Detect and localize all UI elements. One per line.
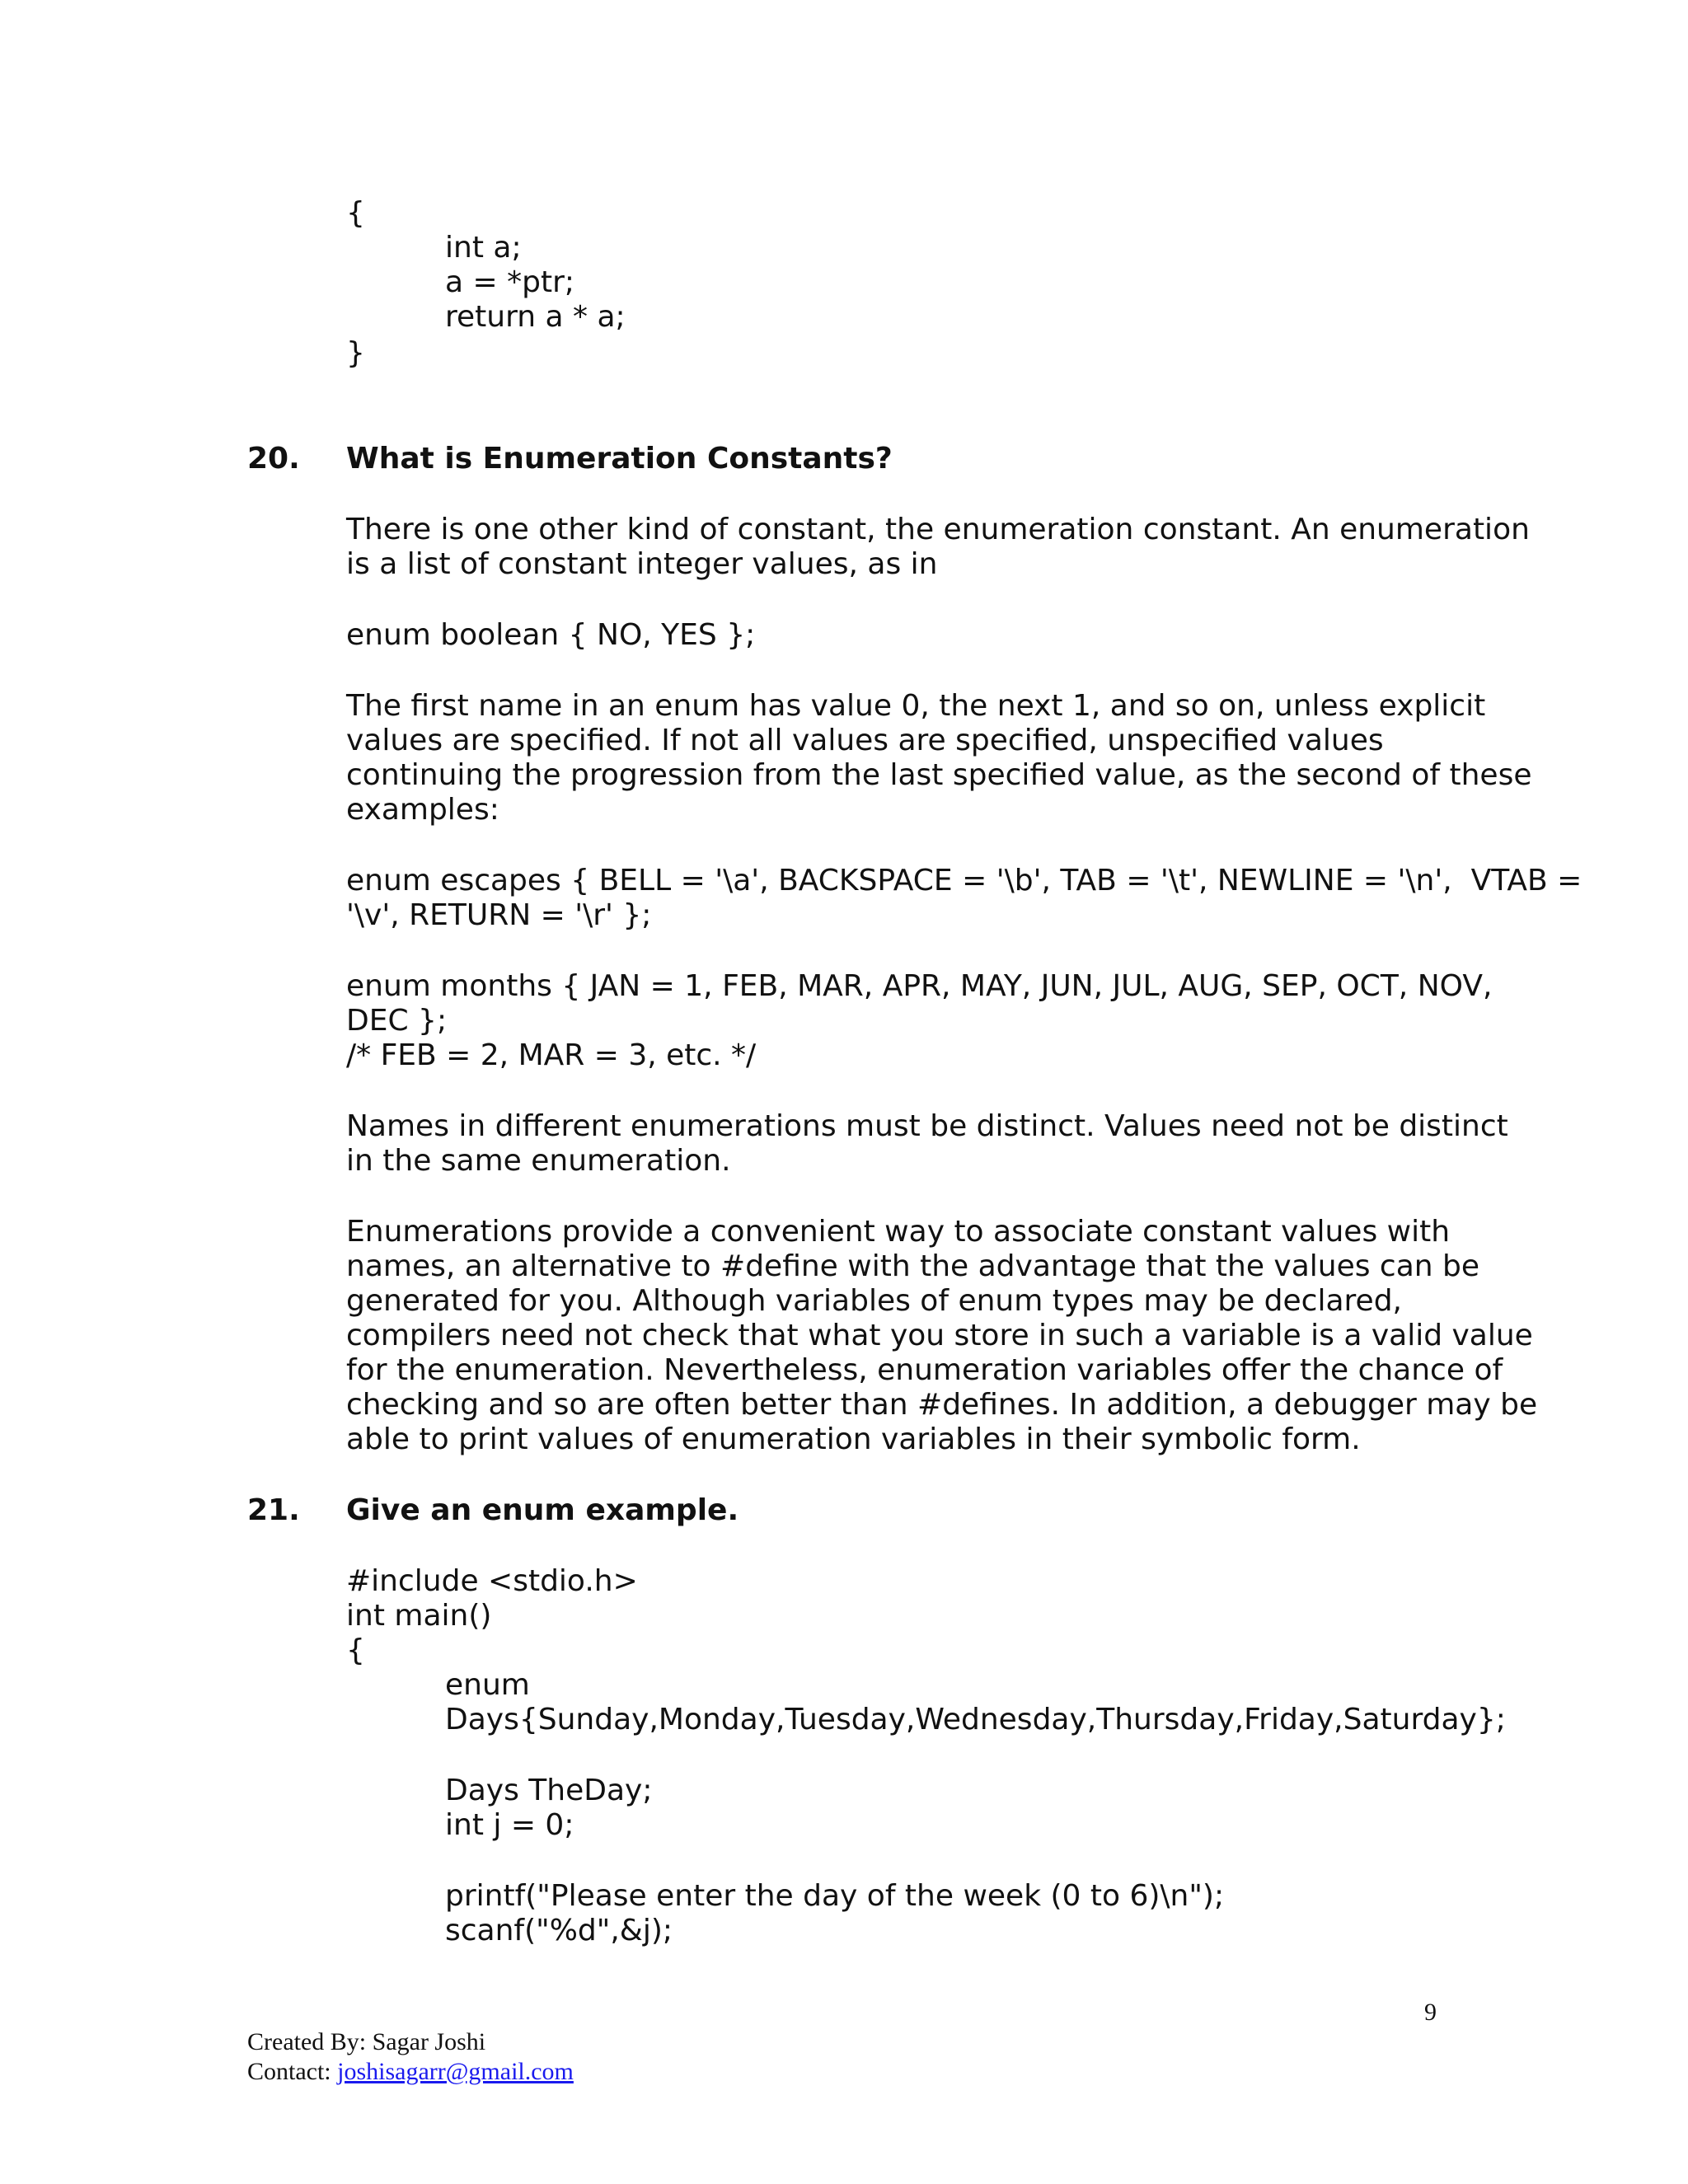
code-line: '\v', RETURN = '\r' };	[346, 898, 652, 932]
paragraph-line: The first name in an enum has value 0, the next 1, and so on, unless explicit	[346, 689, 1486, 723]
paragraph-line: for the enumeration. Nevertheless, enumeration variables offer the chance of	[346, 1353, 1503, 1387]
code-comment: /* FEB = 2, MAR = 3, etc. */	[346, 1038, 757, 1072]
footer-contact	[247, 2057, 574, 2087]
code-line: printf("Please enter the day of the week (0 to 6)\n");	[445, 1879, 1225, 1913]
question-number: 21.	[247, 1493, 300, 1527]
paragraph-line: compilers need not check that what you store in such a variable is a valid value	[346, 1319, 1533, 1352]
question-number: 20.	[247, 442, 300, 476]
code-line: int main()	[346, 1599, 492, 1633]
paragraph-line: names, an alternative to #define with the advantage that the values can be	[346, 1249, 1480, 1283]
paragraph-line: values are specified. If not all values are specified, unspecified values	[346, 724, 1384, 757]
footer-author: Created By: Sagar Joshi	[247, 2028, 486, 2055]
code-line: Days{Sunday,Monday,Tuesday,Wednesday,Thursday,Friday,Saturday};	[445, 1703, 1506, 1736]
code-line: {	[346, 196, 365, 230]
code-line: enum escapes { BELL = '\a', BACKSPACE = '\b', TAB = '\t', NEWLINE = '\n', VTAB =	[346, 864, 1582, 898]
paragraph-line: Enumerations provide a convenient way to associate constant values with	[346, 1215, 1451, 1249]
code-line: #include <stdio.h>	[346, 1564, 638, 1598]
code-line: int j = 0;	[445, 1808, 574, 1842]
code-line: enum months { JAN = 1, FEB, MAR, APR, MAY, JUN, JUL, AUG, SEP, OCT, NOV,	[346, 969, 1493, 1003]
paragraph-line: checking and so are often better than #defines. In addition, a debugger may be	[346, 1388, 1538, 1422]
page-number: 9	[1424, 1999, 1437, 2026]
code-line: scanf("%d",&j);	[445, 1914, 673, 1947]
question-title: Give an enum example.	[346, 1493, 739, 1527]
paragraph-line: is a list of constant integer values, as in	[346, 547, 938, 581]
code-line: {	[346, 1633, 365, 1667]
contact-email-link[interactable]: joshisagarr@gmail.com	[337, 2058, 574, 2085]
paragraph-line: able to print values of enumeration variables in their symbolic form.	[346, 1422, 1361, 1456]
paragraph-line: examples:	[346, 793, 499, 827]
code-line: a = *ptr;	[445, 265, 575, 299]
code-line: DEC };	[346, 1004, 448, 1038]
question-title: What is Enumeration Constants?	[346, 442, 893, 476]
paragraph-line: Names in different enumerations must be distinct. Values need not be distinct	[346, 1109, 1508, 1143]
code-line: }	[346, 336, 365, 370]
paragraph-line: in the same enumeration.	[346, 1144, 731, 1178]
footer-contact-label: Contact:	[247, 2058, 338, 2085]
code-line: enum	[445, 1668, 530, 1702]
code-line: return a * a;	[445, 300, 626, 334]
paragraph-line: continuing the progression from the last specified value, as the second of these	[346, 758, 1532, 792]
code-line: enum boolean { NO, YES };	[346, 618, 756, 652]
code-line: int a;	[445, 231, 522, 265]
code-line: Days TheDay;	[445, 1774, 653, 1807]
paragraph-line: generated for you. Although variables of enum types may be declared,	[346, 1284, 1402, 1318]
paragraph-line: There is one other kind of constant, the enumeration constant. An enumeration	[346, 513, 1530, 546]
